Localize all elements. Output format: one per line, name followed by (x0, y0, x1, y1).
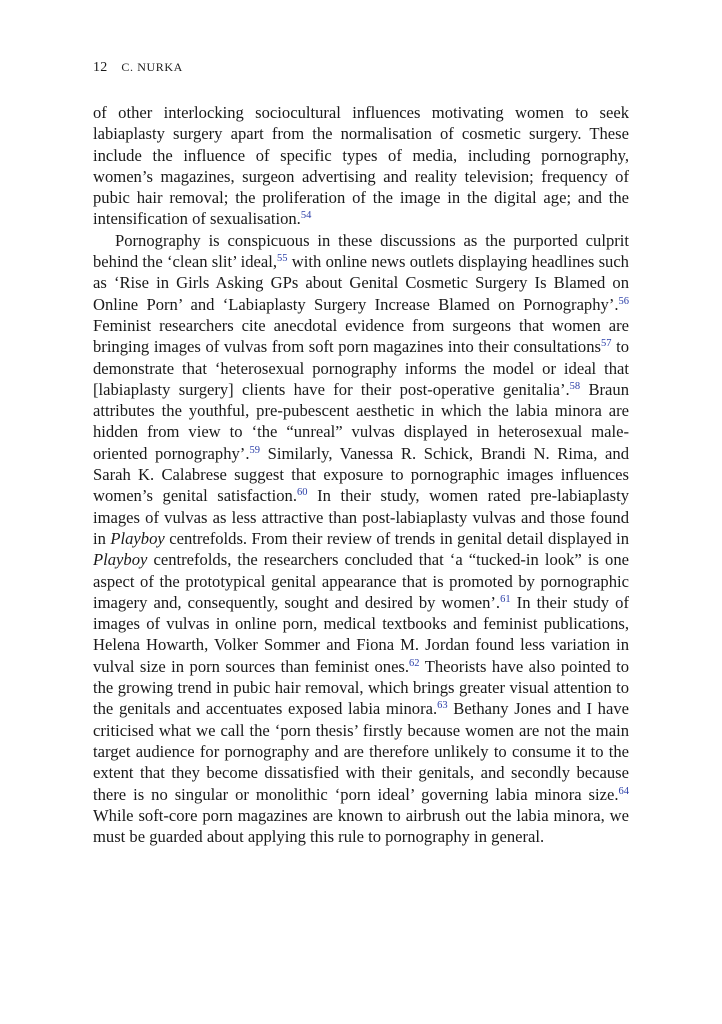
running-head-author: C. NURKA (121, 60, 183, 74)
text-run: In their study of images of vulvas in online porn, medical textbooks and feminist publications, Helena Howarth, Volker Sommer and Fiona M. Jordan found less variation in vulval size in porn sources than feminist ones. (93, 592, 630, 676)
text-run: to demonstrate that ‘heterosexual pornography informs the model or ideal that [labiaplasty surgery] clients have for their post-operative genitalia’. (93, 337, 629, 399)
footnote-reference[interactable]: 55 (277, 253, 288, 265)
footnote-reference[interactable]: 54 (300, 210, 312, 222)
text-run: Similarly, Vanessa R. Schick, Brandi N. Rima, and Sarah K. Calabrese suggest that exposure to pornographic images influences women’s genital satisfaction. (93, 443, 629, 506)
text-run: Pornography is conspicuous in these discussions as the purported culprit behind the ‘clean slit’ ideal, (93, 230, 629, 272)
text-run: centrefolds, the researchers concluded that ‘a “tucked-in look” is one aspect of the prototypical genital appearance that is promoted by pornographic imagery and, consequently, sought and desired by women’. (93, 550, 629, 612)
running-head (93, 60, 183, 76)
text-run: of other interlocking sociocultural influences motivating women to seek labiaplasty surgery apart from the normalisation of cosmetic surgery. These include the influence of specific types of media, including pornography, women’s magazines, surgeon advertising and reality television; frequency of pubic hair removal; the proliferation of the image in the digital age; and the intensification of sexualisation. (93, 103, 629, 229)
paragraph (93, 102, 629, 230)
footnote-reference[interactable]: 57 (600, 338, 612, 350)
footnote-reference[interactable]: 62 (409, 657, 420, 669)
text-run: In their study, women rated pre-labiaplasty images of vulvas as less attractive than post-labiaplasty vulvas and those found in (93, 486, 629, 548)
footnote-reference[interactable]: 59 (249, 444, 260, 456)
page-number: 12 (93, 60, 108, 75)
text-run: Feminist researchers cite anecdotal evidence from surgeons that women are bringing images of vulvas from soft porn magazines into their consultations (93, 315, 629, 357)
text-run: Braun attributes the youthful, pre-pubescent aesthetic in which the labia minora are hidden from view to ‘the “unreal” vulvas displayed in heterosexual male-oriented pornography’. (93, 379, 630, 463)
text-run: Bethany Jones and I have criticised what we call the ‘porn thesis’ firstly because women are not the main target audience for pornography and are therefore unlikely to consume it to the extent that they become dissatisfied with their genitals, and secondly because there is no singular or monolithic ‘porn ideal’ governing labia minora size. (93, 699, 629, 804)
footnote-reference[interactable]: 63 (437, 700, 448, 712)
text-run: Theorists have also pointed to the growing trend in pubic hair removal, which brings greater visual attention to the genitals and accentuates exposed labia minora. (93, 656, 629, 719)
footnote-reference[interactable]: 61 (500, 593, 511, 605)
footnote-reference[interactable]: 60 (297, 487, 308, 499)
paragraph (93, 230, 629, 848)
text-run: with online news outlets displaying headlines such as ‘Rise in Girls Asking GPs about Genital Cosmetic Surgery Is Blamed on Online Porn’ and ‘Labiaplasty Surgery Increase Blamed on Pornography’. (93, 252, 629, 314)
text-run: While soft-core porn magazines are known to airbrush out the labia minora, we must be guarded about applying this rule to pornography in general. (93, 805, 629, 847)
footnote-reference[interactable]: 56 (618, 295, 629, 307)
body-text (93, 102, 629, 847)
text-run: centrefolds. From their review of trends in genital detail displayed in (164, 528, 629, 548)
italic-title: Playboy (93, 550, 148, 570)
footnote-reference[interactable]: 58 (569, 380, 581, 392)
italic-title: Playboy (110, 528, 165, 548)
footnote-reference[interactable]: 64 (618, 785, 629, 797)
